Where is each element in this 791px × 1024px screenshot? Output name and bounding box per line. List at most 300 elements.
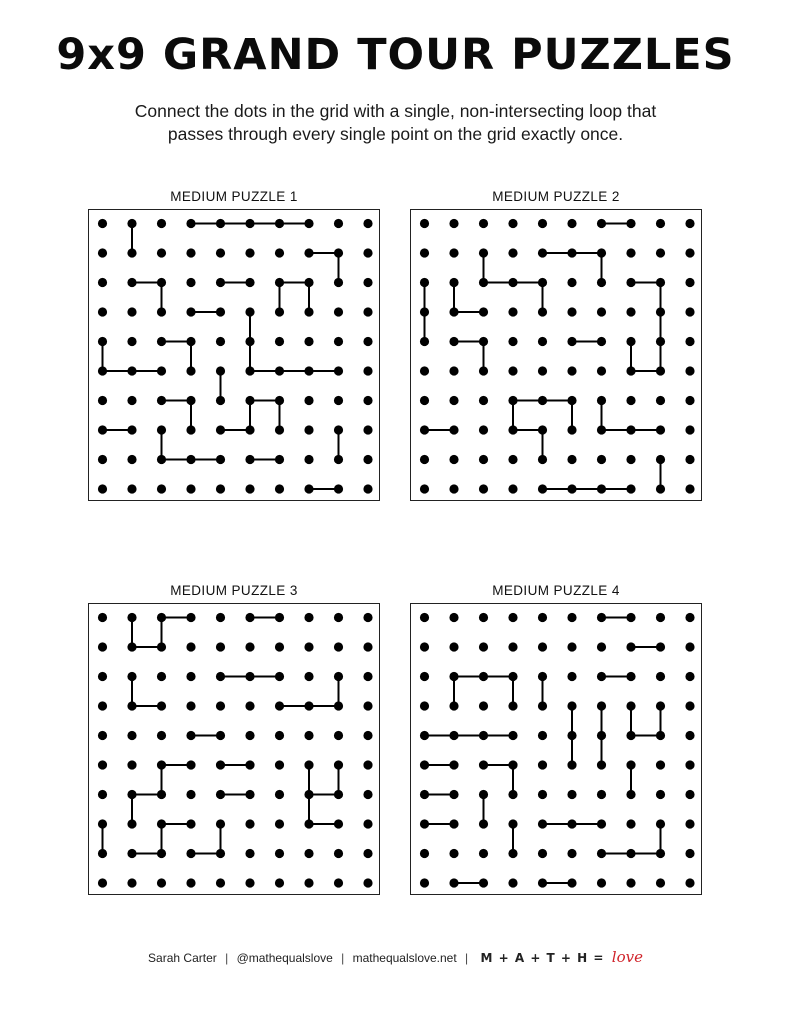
grid-dot[interactable] [304, 819, 313, 828]
grid-dot[interactable] [363, 878, 372, 887]
grid-dot[interactable] [685, 819, 694, 828]
grid-dot[interactable] [157, 760, 166, 769]
grid-dot[interactable] [597, 307, 606, 316]
grid-dot[interactable] [186, 484, 195, 493]
grid-dot[interactable] [334, 219, 343, 228]
grid-dot[interactable] [275, 455, 284, 464]
grid-dot[interactable] [275, 790, 284, 799]
grid-dot[interactable] [275, 701, 284, 710]
grid-dot[interactable] [127, 396, 136, 405]
grid-dot[interactable] [420, 760, 429, 769]
grid-dot[interactable] [626, 425, 635, 434]
grid-dot[interactable] [597, 642, 606, 651]
grid-dot[interactable] [449, 819, 458, 828]
grid-dot[interactable] [275, 425, 284, 434]
grid-dot[interactable] [245, 642, 254, 651]
grid-dot[interactable] [567, 366, 576, 375]
grid-dot[interactable] [363, 248, 372, 257]
grid-dot[interactable] [304, 366, 313, 375]
grid-dot[interactable] [508, 484, 517, 493]
grid-dot[interactable] [420, 642, 429, 651]
grid-dot[interactable] [334, 672, 343, 681]
grid-dot[interactable] [538, 278, 547, 287]
grid-dot[interactable] [334, 278, 343, 287]
grid-dot[interactable] [420, 396, 429, 405]
grid-dot[interactable] [186, 613, 195, 622]
grid-dot[interactable] [98, 484, 107, 493]
grid-dot[interactable] [567, 455, 576, 464]
grid-dot[interactable] [363, 701, 372, 710]
grid-dot[interactable] [656, 278, 665, 287]
grid-dot[interactable] [479, 337, 488, 346]
grid-dot[interactable] [508, 819, 517, 828]
grid-dot[interactable] [685, 455, 694, 464]
grid-dot[interactable] [98, 278, 107, 287]
grid-dot[interactable] [538, 849, 547, 858]
grid-dot[interactable] [449, 337, 458, 346]
grid-dot[interactable] [685, 219, 694, 228]
grid-dot[interactable] [157, 849, 166, 858]
grid-dot[interactable] [685, 878, 694, 887]
grid-dot[interactable] [597, 672, 606, 681]
grid-dot[interactable] [245, 396, 254, 405]
grid-dot[interactable] [363, 219, 372, 228]
grid-dot[interactable] [567, 248, 576, 257]
grid-dot[interactable] [567, 849, 576, 858]
grid-dot[interactable] [685, 731, 694, 740]
grid-dot[interactable] [685, 396, 694, 405]
grid-dot[interactable] [420, 425, 429, 434]
grid-dot[interactable] [420, 613, 429, 622]
grid-dot[interactable] [656, 819, 665, 828]
grid-dot[interactable] [508, 760, 517, 769]
grid-dot[interactable] [656, 248, 665, 257]
grid-dot[interactable] [127, 307, 136, 316]
grid-dot[interactable] [127, 672, 136, 681]
grid-dot[interactable] [157, 219, 166, 228]
grid-dot[interactable] [186, 396, 195, 405]
grid-dot[interactable] [479, 484, 488, 493]
grid-dot[interactable] [538, 425, 547, 434]
grid-dot[interactable] [656, 701, 665, 710]
grid-dot[interactable] [127, 878, 136, 887]
grid-dot[interactable] [597, 425, 606, 434]
grid-dot[interactable] [216, 642, 225, 651]
grid-dot[interactable] [127, 701, 136, 710]
grid-dot[interactable] [449, 790, 458, 799]
grid-dot[interactable] [186, 219, 195, 228]
grid-dot[interactable] [508, 731, 517, 740]
grid-dot[interactable] [245, 337, 254, 346]
grid-dot[interactable] [479, 819, 488, 828]
grid-dot[interactable] [538, 642, 547, 651]
grid-dot[interactable] [656, 396, 665, 405]
grid-dot[interactable] [334, 425, 343, 434]
grid-dot[interactable] [304, 455, 313, 464]
grid-dot[interactable] [567, 878, 576, 887]
grid-dot[interactable] [157, 878, 166, 887]
grid-dot[interactable] [508, 248, 517, 257]
grid-dot[interactable] [186, 248, 195, 257]
grid-dot[interactable] [245, 849, 254, 858]
grid-dot[interactable] [479, 366, 488, 375]
grid-dot[interactable] [216, 613, 225, 622]
grid-dot[interactable] [567, 484, 576, 493]
grid-dot[interactable] [420, 731, 429, 740]
grid-dot[interactable] [538, 366, 547, 375]
grid-dot[interactable] [245, 760, 254, 769]
grid-dot[interactable] [656, 642, 665, 651]
grid-dot[interactable] [508, 307, 517, 316]
grid-dot[interactable] [186, 425, 195, 434]
grid-dot[interactable] [597, 701, 606, 710]
grid-dot[interactable] [275, 366, 284, 375]
grid-dot[interactable] [304, 219, 313, 228]
grid-dot[interactable] [304, 337, 313, 346]
grid-dot[interactable] [275, 337, 284, 346]
grid-dot[interactable] [275, 819, 284, 828]
grid-dot[interactable] [216, 672, 225, 681]
grid-dot[interactable] [304, 613, 313, 622]
grid-dot[interactable] [626, 337, 635, 346]
grid-dot[interactable] [626, 731, 635, 740]
grid-dot[interactable] [479, 790, 488, 799]
grid-dot[interactable] [304, 849, 313, 858]
grid-dot[interactable] [216, 701, 225, 710]
grid-dot[interactable] [275, 731, 284, 740]
grid-dot[interactable] [656, 307, 665, 316]
grid-dot[interactable] [363, 337, 372, 346]
grid-dot[interactable] [420, 701, 429, 710]
grid-dot[interactable] [479, 642, 488, 651]
grid-dot[interactable] [157, 248, 166, 257]
grid-dot[interactable] [363, 366, 372, 375]
grid-dot[interactable] [216, 878, 225, 887]
grid-dot[interactable] [420, 248, 429, 257]
grid-dot[interactable] [597, 484, 606, 493]
grid-dot[interactable] [245, 731, 254, 740]
grid-dot[interactable] [127, 248, 136, 257]
grid-dot[interactable] [626, 672, 635, 681]
grid-dot[interactable] [685, 672, 694, 681]
grid-dot[interactable] [567, 337, 576, 346]
grid-dot[interactable] [656, 484, 665, 493]
grid-dot[interactable] [363, 307, 372, 316]
grid-dot[interactable] [216, 307, 225, 316]
grid-dot[interactable] [449, 396, 458, 405]
grid-dot[interactable] [186, 849, 195, 858]
grid-dot[interactable] [420, 337, 429, 346]
grid-dot[interactable] [685, 849, 694, 858]
grid-dot[interactable] [216, 760, 225, 769]
grid-dot[interactable] [216, 248, 225, 257]
grid-dot[interactable] [567, 425, 576, 434]
grid-dot[interactable] [216, 396, 225, 405]
grid-dot[interactable] [275, 613, 284, 622]
grid-dot[interactable] [275, 672, 284, 681]
grid-dot[interactable] [508, 425, 517, 434]
grid-dot[interactable] [449, 878, 458, 887]
grid-dot[interactable] [127, 731, 136, 740]
grid-dot[interactable] [275, 878, 284, 887]
grid-dot[interactable] [363, 484, 372, 493]
grid-dot[interactable] [538, 819, 547, 828]
grid-dot[interactable] [449, 484, 458, 493]
grid-dot[interactable] [157, 337, 166, 346]
grid-dot[interactable] [420, 484, 429, 493]
grid-dot[interactable] [449, 219, 458, 228]
grid-dot[interactable] [98, 878, 107, 887]
grid-dot[interactable] [626, 878, 635, 887]
grid-dot[interactable] [186, 878, 195, 887]
grid-dot[interactable] [538, 396, 547, 405]
grid-dot[interactable] [98, 642, 107, 651]
grid-dot[interactable] [479, 672, 488, 681]
grid-dot[interactable] [275, 642, 284, 651]
grid-dot[interactable] [98, 425, 107, 434]
grid-dot[interactable] [567, 278, 576, 287]
grid-dot[interactable] [363, 425, 372, 434]
grid-dot[interactable] [216, 849, 225, 858]
grid-dot[interactable] [216, 790, 225, 799]
grid-dot[interactable] [127, 484, 136, 493]
grid-dot[interactable] [98, 455, 107, 464]
grid-dot[interactable] [157, 613, 166, 622]
grid-dot[interactable] [127, 760, 136, 769]
grid-dot[interactable] [245, 790, 254, 799]
grid-dot[interactable] [656, 425, 665, 434]
grid-dot[interactable] [245, 366, 254, 375]
grid-dot[interactable] [363, 613, 372, 622]
grid-dot[interactable] [538, 613, 547, 622]
grid-dot[interactable] [334, 396, 343, 405]
grid-dot[interactable] [420, 307, 429, 316]
grid-dot[interactable] [127, 337, 136, 346]
grid-dot[interactable] [656, 731, 665, 740]
grid-dot[interactable] [216, 278, 225, 287]
grid-dot[interactable] [567, 819, 576, 828]
grid-dot[interactable] [538, 672, 547, 681]
grid-dot[interactable] [363, 642, 372, 651]
grid-dot[interactable] [98, 760, 107, 769]
grid-dot[interactable] [275, 760, 284, 769]
grid-dot[interactable] [656, 672, 665, 681]
grid-dot[interactable] [245, 613, 254, 622]
grid-dot[interactable] [275, 396, 284, 405]
grid-dot[interactable] [98, 849, 107, 858]
grid-dot[interactable] [479, 248, 488, 257]
grid-dot[interactable] [363, 819, 372, 828]
grid-dot[interactable] [127, 819, 136, 828]
grid-dot[interactable] [334, 455, 343, 464]
grid-dot[interactable] [334, 701, 343, 710]
grid-dot[interactable] [304, 396, 313, 405]
grid-dot[interactable] [685, 248, 694, 257]
grid-dot[interactable] [157, 819, 166, 828]
grid-dot[interactable] [626, 849, 635, 858]
grid-dot[interactable] [508, 455, 517, 464]
grid-dot[interactable] [685, 366, 694, 375]
grid-dot[interactable] [656, 455, 665, 464]
grid-dot[interactable] [597, 819, 606, 828]
grid-dot[interactable] [420, 878, 429, 887]
grid-dot[interactable] [245, 701, 254, 710]
grid-dot[interactable] [479, 849, 488, 858]
grid-dot[interactable] [186, 819, 195, 828]
grid-dot[interactable] [98, 613, 107, 622]
grid-dot[interactable] [127, 219, 136, 228]
grid-dot[interactable] [656, 878, 665, 887]
grid-dot[interactable] [216, 425, 225, 434]
grid-dot[interactable] [567, 642, 576, 651]
grid-dot[interactable] [98, 396, 107, 405]
grid-dot[interactable] [685, 790, 694, 799]
grid-dot[interactable] [127, 642, 136, 651]
grid-dot[interactable] [685, 760, 694, 769]
grid-dot[interactable] [186, 731, 195, 740]
grid-dot[interactable] [157, 425, 166, 434]
grid-dot[interactable] [479, 760, 488, 769]
grid-dot[interactable] [157, 455, 166, 464]
grid-dot[interactable] [626, 790, 635, 799]
grid-dot[interactable] [597, 790, 606, 799]
grid-dot[interactable] [626, 366, 635, 375]
grid-dot[interactable] [420, 819, 429, 828]
grid-dot[interactable] [363, 760, 372, 769]
grid-dot[interactable] [275, 248, 284, 257]
grid-dot[interactable] [334, 878, 343, 887]
grid-dot[interactable] [186, 760, 195, 769]
grid-dot[interactable] [420, 849, 429, 858]
grid-dot[interactable] [245, 455, 254, 464]
grid-dot[interactable] [98, 337, 107, 346]
grid-dot[interactable] [275, 278, 284, 287]
grid-dot[interactable] [626, 484, 635, 493]
grid-dot[interactable] [334, 790, 343, 799]
grid-dot[interactable] [304, 248, 313, 257]
grid-dot[interactable] [479, 425, 488, 434]
grid-dot[interactable] [508, 278, 517, 287]
grid-dot[interactable] [420, 672, 429, 681]
grid-dot[interactable] [479, 307, 488, 316]
grid-dot[interactable] [449, 701, 458, 710]
grid-dot[interactable] [363, 672, 372, 681]
grid-dot[interactable] [656, 613, 665, 622]
grid-dot[interactable] [98, 731, 107, 740]
grid-dot[interactable] [420, 366, 429, 375]
grid-dot[interactable] [186, 366, 195, 375]
grid-dot[interactable] [656, 337, 665, 346]
grid-dot[interactable] [216, 819, 225, 828]
grid-dot[interactable] [334, 849, 343, 858]
grid-dot[interactable] [245, 484, 254, 493]
grid-dot[interactable] [304, 790, 313, 799]
grid-dot[interactable] [626, 396, 635, 405]
grid-dot[interactable] [363, 396, 372, 405]
grid-dot[interactable] [334, 484, 343, 493]
grid-dot[interactable] [157, 278, 166, 287]
grid-dot[interactable] [597, 455, 606, 464]
grid-dot[interactable] [597, 760, 606, 769]
grid-dot[interactable] [449, 642, 458, 651]
grid-dot[interactable] [127, 366, 136, 375]
grid-dot[interactable] [538, 337, 547, 346]
grid-dot[interactable] [186, 642, 195, 651]
grid-dot[interactable] [98, 248, 107, 257]
grid-dot[interactable] [449, 849, 458, 858]
grid-dot[interactable] [508, 849, 517, 858]
grid-dot[interactable] [685, 484, 694, 493]
grid-dot[interactable] [479, 731, 488, 740]
grid-dot[interactable] [508, 701, 517, 710]
grid-dot[interactable] [216, 219, 225, 228]
grid-dot[interactable] [626, 307, 635, 316]
grid-dot[interactable] [245, 425, 254, 434]
grid-dot[interactable] [334, 760, 343, 769]
grid-dot[interactable] [186, 672, 195, 681]
grid-dot[interactable] [626, 278, 635, 287]
grid-dot[interactable] [186, 278, 195, 287]
grid-dot[interactable] [245, 248, 254, 257]
grid-dot[interactable] [479, 396, 488, 405]
grid-dot[interactable] [538, 701, 547, 710]
grid-dot[interactable] [597, 849, 606, 858]
grid-dot[interactable] [334, 642, 343, 651]
grid-dot[interactable] [538, 219, 547, 228]
grid-dot[interactable] [449, 455, 458, 464]
grid-dot[interactable] [597, 366, 606, 375]
grid-dot[interactable] [626, 642, 635, 651]
grid-dot[interactable] [334, 731, 343, 740]
grid-dot[interactable] [157, 701, 166, 710]
grid-dot[interactable] [157, 366, 166, 375]
grid-dot[interactable] [275, 307, 284, 316]
grid-dot[interactable] [98, 219, 107, 228]
grid-dot[interactable] [304, 731, 313, 740]
grid-dot[interactable] [538, 455, 547, 464]
grid-dot[interactable] [334, 366, 343, 375]
grid-dot[interactable] [334, 819, 343, 828]
grid-dot[interactable] [98, 819, 107, 828]
grid-dot[interactable] [538, 790, 547, 799]
grid-dot[interactable] [626, 219, 635, 228]
grid-dot[interactable] [157, 790, 166, 799]
grid-dot[interactable] [597, 613, 606, 622]
grid-dot[interactable] [685, 613, 694, 622]
grid-dot[interactable] [98, 672, 107, 681]
grid-dot[interactable] [508, 396, 517, 405]
grid-dot[interactable] [479, 701, 488, 710]
grid-dot[interactable] [245, 878, 254, 887]
grid-dot[interactable] [656, 760, 665, 769]
grid-dot[interactable] [479, 219, 488, 228]
grid-dot[interactable] [304, 672, 313, 681]
grid-dot[interactable] [363, 278, 372, 287]
grid-dot[interactable] [127, 790, 136, 799]
grid-dot[interactable] [449, 366, 458, 375]
grid-dot[interactable] [626, 819, 635, 828]
grid-dot[interactable] [98, 366, 107, 375]
grid-dot[interactable] [449, 672, 458, 681]
grid-dot[interactable] [449, 731, 458, 740]
grid-dot[interactable] [597, 396, 606, 405]
grid-dot[interactable] [479, 455, 488, 464]
grid-dot[interactable] [479, 278, 488, 287]
grid-dot[interactable] [216, 731, 225, 740]
grid-dot[interactable] [567, 701, 576, 710]
grid-dot[interactable] [216, 337, 225, 346]
grid-dot[interactable] [626, 455, 635, 464]
